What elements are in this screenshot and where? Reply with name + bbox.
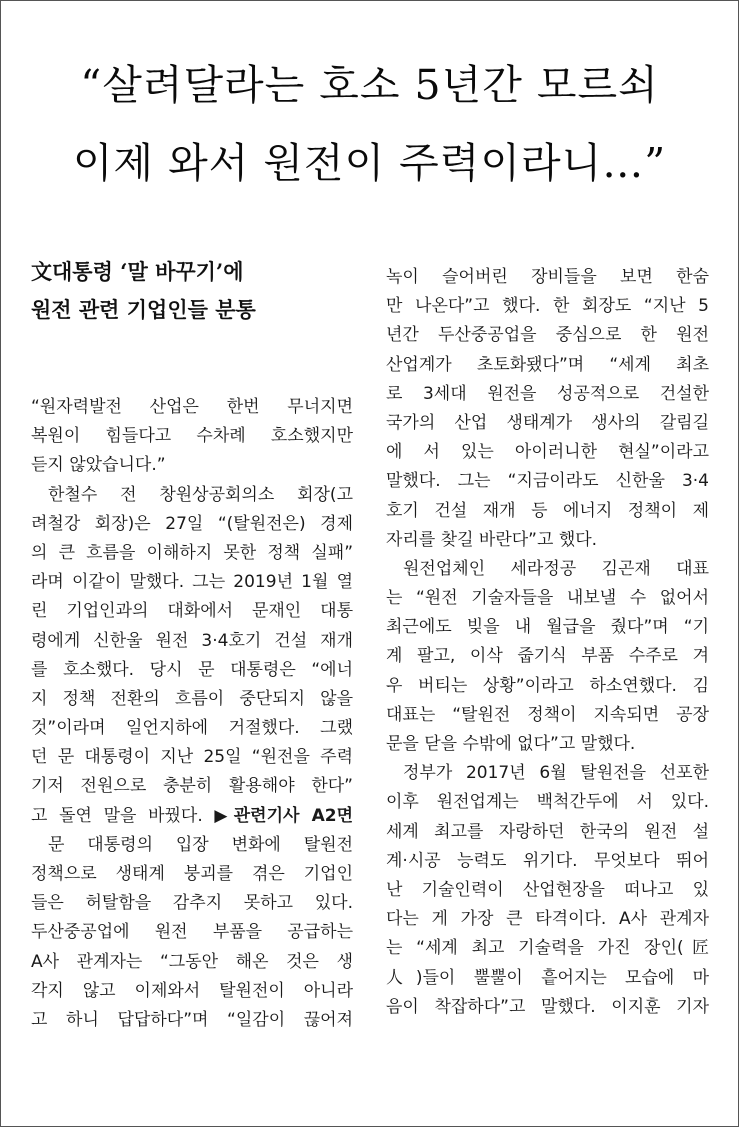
body-line: 녹이 슬어버린 장비들을 보면 한숨 bbox=[386, 267, 709, 287]
body-line: 던 문 대통령이 지난 25일 “원전을 주력 bbox=[31, 747, 353, 768]
body-line: 것”이라며 일언지하에 거절했다. 그랬 bbox=[31, 718, 353, 739]
body-line: 의 큰 흐름을 이해하지 못한 정책 실패” bbox=[31, 542, 353, 563]
body-line: 각지 않고 이제와서 탈원전이 아니라 bbox=[31, 980, 353, 1001]
body-line: 대표는 “탈원전 정책이 지속되면 공장 bbox=[386, 704, 709, 725]
body-line: 人)들이 뿔뿔이 흩어지는 모습에 마 bbox=[386, 967, 709, 988]
body-line: 정부가 2017년 6월 탈원전을 선포한 bbox=[403, 763, 709, 784]
body-line: 듣지 않았습니다.” bbox=[31, 455, 166, 476]
byline: 이지훈 기자 bbox=[611, 996, 710, 1017]
body-line: 두산중공업에 원전 부품을 공급하는 bbox=[31, 922, 353, 943]
body-line: 우 버티는 상황”이라고 하소연했다. 김 bbox=[386, 675, 709, 696]
headline-line: “살려달라는 호소 5년간 모르쇠 bbox=[80, 61, 659, 109]
body-line: 정책으로 생태계 붕괴를 겪은 기업인 bbox=[31, 864, 353, 884]
subheadline-line: 文대통령 ‘말 바꾸기’에 bbox=[31, 259, 244, 284]
left-column bbox=[31, 393, 353, 1035]
body-line: 려철강 회장)은 27일 “(탈원전은) 경제 bbox=[31, 513, 353, 534]
body-line: A사 관계자는 “그동안 해온 것은 생 bbox=[31, 951, 353, 972]
body-line: 최근에도 빚을 내 월급을 줬다”며 “기 bbox=[386, 617, 709, 638]
body-line: 복원이 힘들다고 수차례 호소했지만 bbox=[31, 426, 353, 447]
body-line: 계 팔고, 이삭 줍기식 부품 수주로 겨 bbox=[386, 646, 709, 667]
body-line: 자리를 찾길 바란다”고 했다. bbox=[386, 529, 598, 550]
body-line-with-byline bbox=[386, 993, 709, 1022]
body-line: 다는 게 가장 큰 타격이다. A사 관계자 bbox=[386, 909, 709, 930]
body-line: 한철수 전 창원상공회의소 회장(고 bbox=[48, 484, 353, 505]
body-line: 지 정책 전환의 흐름이 중단되지 않을 bbox=[31, 688, 353, 709]
right-column bbox=[386, 263, 709, 1022]
body-line-with-reference bbox=[31, 802, 353, 831]
subheadline-line: 원전 관련 기업인들 분통 bbox=[31, 297, 256, 322]
body-line: 국가의 산업 생태계가 생사의 갈림길 bbox=[386, 412, 709, 433]
body-line: 는 “원전 기술자들을 내보낼 수 없어서 bbox=[386, 588, 709, 609]
body-line: “원자력발전 산업은 한번 무너지면 bbox=[31, 397, 353, 417]
body-line: 문을 닫을 수밖에 없다”고 말했다. bbox=[386, 734, 636, 754]
body-line: 원전업체인 세라정공 김곤재 대표 bbox=[403, 558, 709, 579]
related-article-link[interactable]: ▶관련기사 A2면 bbox=[214, 805, 353, 826]
subheadline bbox=[31, 253, 353, 329]
body-line: 들은 허탈함을 감추지 못하고 있다. bbox=[31, 893, 353, 914]
body-line: 를 호소했다. 당시 문 대통령은 “에너 bbox=[31, 659, 353, 680]
body-text: 음이 착잡하다”고 말했다. bbox=[386, 996, 596, 1017]
body-line: 호기 건설 재개 등 에너지 정책이 제 bbox=[386, 500, 709, 521]
body-line: 는 “세계 최고 기술력을 가진 장인(匠 bbox=[386, 938, 709, 959]
body-line: 이후 원전업계는 백척간두에 서 있다. bbox=[386, 792, 709, 813]
headline-line: 이제 와서 원전이 주력이라니…” bbox=[72, 139, 667, 187]
body-line: 만 나온다”고 했다. 한 회장도 “지난 5 bbox=[386, 296, 709, 317]
body-line: 라며 이같이 말했다. 그는 2019년 1월 열 bbox=[31, 572, 353, 593]
body-line: 산업계가 초토화됐다”며 “세계 최초 bbox=[386, 354, 709, 375]
body-line: 세계 최고를 자랑하던 한국의 원전 설 bbox=[386, 821, 709, 842]
body-line: 계·시공 능력도 위기다. 무엇보다 뛰어 bbox=[386, 850, 709, 871]
body-line: 에 서 있는 아이러니한 현실”이라고 bbox=[386, 442, 709, 463]
body-line: 령에게 신한울 원전 3·4호기 건설 재개 bbox=[31, 630, 353, 651]
body-line: 년간 두산중공업을 중심으로 한 원전 bbox=[386, 325, 709, 346]
body-line: 말했다. 그는 “지금이라도 신한울 3·4 bbox=[386, 471, 709, 492]
body-line: 기저 전원으로 충분히 활용해야 한다” bbox=[31, 776, 353, 797]
headline bbox=[1, 46, 738, 202]
body-line: 린 기업인과의 대화에서 문재인 대통 bbox=[31, 601, 353, 622]
body-text: 고 돌연 말을 바꿨다. bbox=[31, 805, 203, 826]
body-line: 난 기술인력이 산업현장을 떠나고 있 bbox=[386, 879, 709, 900]
body-line: 문 대통령의 입장 변화에 탈원전 bbox=[48, 834, 353, 855]
body-line: 로 3세대 원전을 성공적으로 건설한 bbox=[386, 383, 709, 404]
body-line: 고 하니 답답하다”며 “일감이 끊어져 bbox=[31, 1009, 353, 1030]
